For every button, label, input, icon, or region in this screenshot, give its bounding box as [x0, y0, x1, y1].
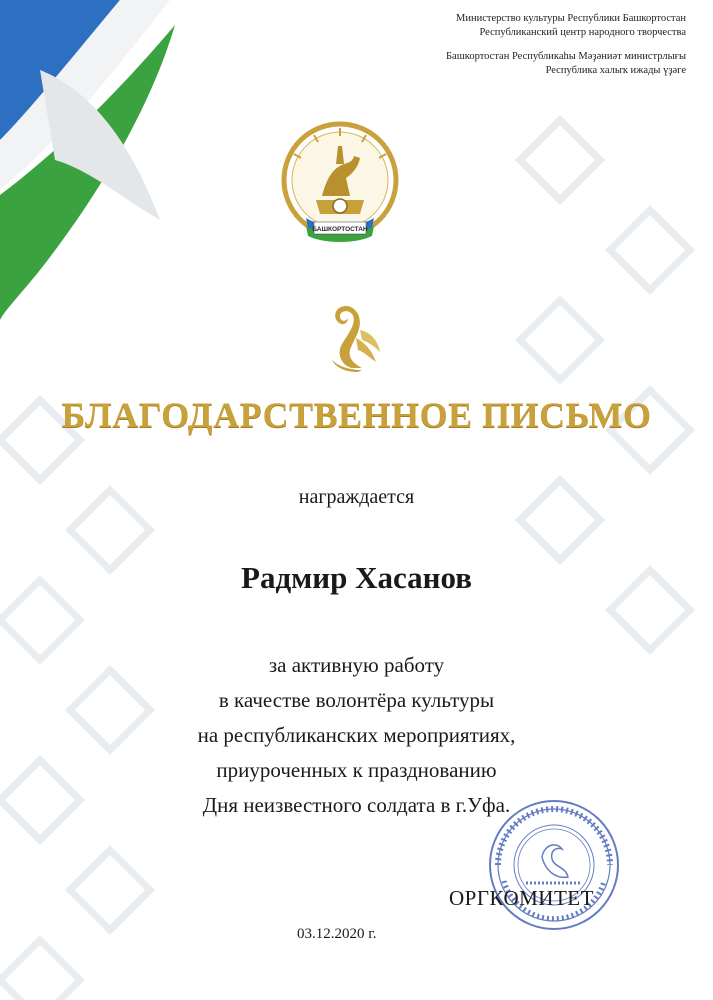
- official-stamp: [484, 795, 624, 935]
- ministry-line-ru: Министерство культуры Республики Башкортостан: [456, 13, 686, 24]
- reason-line: приуроченных к празднованию: [216, 758, 497, 782]
- reason-line: Дня неизвестного солдата в г.Уфа.: [202, 793, 511, 817]
- reason-line: за активную работу: [268, 653, 445, 677]
- awarded-label: награждается: [298, 486, 415, 508]
- reason-line: на республиканских мероприятиях,: [197, 723, 516, 747]
- ministry-line-ba: Башкортостан Республикаһы Мәҙәниәт министрлығы: [446, 51, 686, 62]
- organizing-committee-signature: ОРГКОМИТЕТ: [449, 886, 594, 910]
- issuer-header: [446, 12, 686, 78]
- coat-of-arms-emblem: [276, 118, 404, 258]
- swan-logo-icon: [318, 300, 384, 374]
- center-line-ru: Республиканский центр народного творчества: [479, 27, 686, 38]
- document-title: БЛАГОДАРСТВЕННОЕ ПИСЬМО: [61, 395, 652, 435]
- emblem-ribbon-label: БАШКОРТОСТАН: [312, 226, 368, 233]
- reason-line: в качестве волонтёра культуры: [218, 688, 495, 712]
- recipient-name: Радмир Хасанов: [241, 560, 472, 595]
- issue-date: 03.12.2020 г.: [297, 926, 377, 942]
- center-line-ba: Республика халыҡ ижады үҙәге: [545, 65, 686, 76]
